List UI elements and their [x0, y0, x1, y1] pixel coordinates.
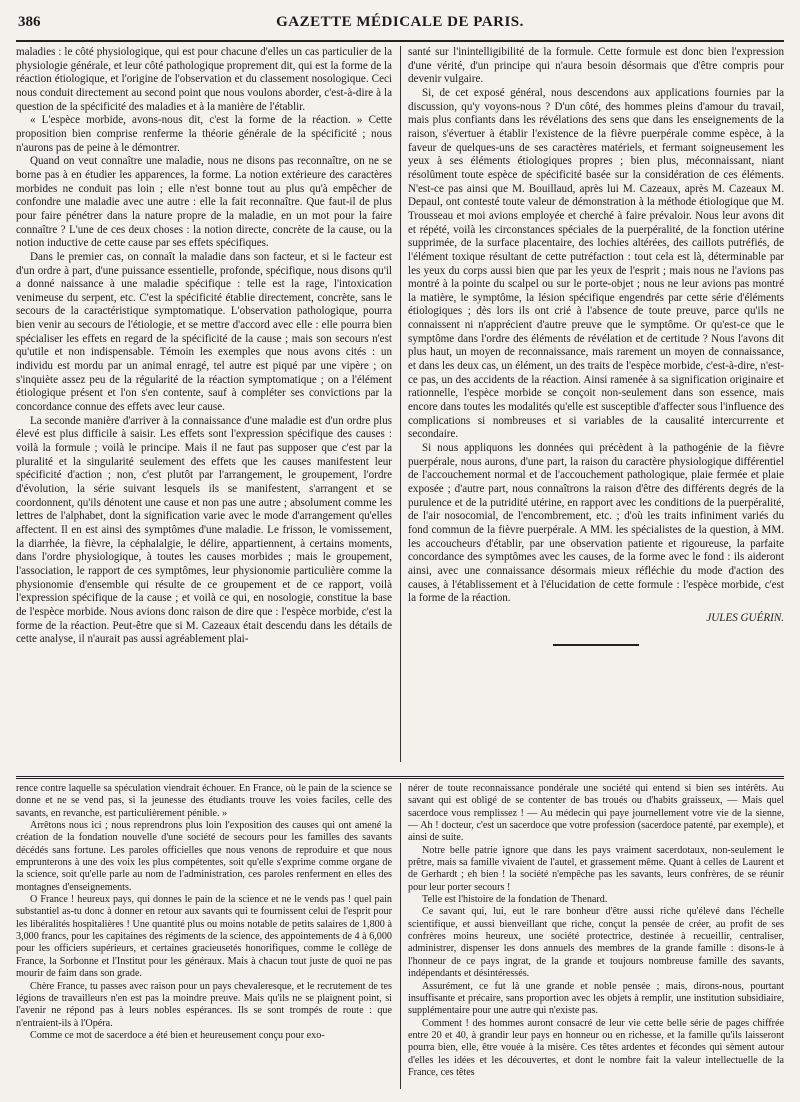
feuilleton	[16, 783, 784, 1089]
author-signature: JULES GUÉRIN.	[706, 611, 784, 624]
page-number: 386	[18, 14, 41, 30]
feuilleton-right-column	[408, 783, 784, 1089]
paragraph: maladies : le côté physiologique, qui est pour chacune d'elles un cas particulier de la physiologie générale, et leur côté pathologique proprement dit, qui est la forme de la réaction étiologique, et l'origine de l'observation et du classement nosologique. Ceci nous conduit directement au second point que nous voulons aborder, c'est-à-dire à la question de la spécificité des maladies et à la manière de l'établir.	[16, 46, 392, 113]
paragraph: Notre belle patrie ignore que dans les pays vraiment sacerdotaux, non-seulement le prêtre, mais sa famille vivaient de l'autel, et grassement même. Quant à celles de Laurent et de Gerhardt ; eh bien ! la société n'empêche pas les savants, leurs confrères, de se réunir pour leur porter secours !	[408, 844, 784, 893]
article-end-rule	[553, 644, 639, 646]
paragraph: Dans le premier cas, on connaît la maladie dans son facteur, et si le facteur est d'un ordre à part, d'une puissance essentielle, profonde, spécifique, nous disons qu'il a donné naissance à une maladie spécifique : telle est la rage, l'intoxication venimeuse du serpent, etc. C'est la spécificité établie directement, concrète, sans le secours de la caractéristique symptomatique. L'observation pathologique, pourra bien venir au secours de l'étiologie, et se mettre d'accord avec elle : elle pourra bien spécialiser les effets en regard de la spécificité de la cause ; mais son secours n'est qu'utile et non indispensable. Témoin les exemples que nous avons cités : un individu est mordu par un animal enragé, tel autre est piqué par une vipère ; on s'inquiète assez peu de la régularité de la réaction symptomatique ; on a l'élément étiologique présent et l'on s'en contente, sauf à compléter ses convictions par la concordance connue des effets avec leur cause.	[16, 250, 392, 414]
paragraph: Ce savant qui, lui, eut le rare bonheur d'être aussi riche qu'élevé dans l'échelle scientifique, et aussi bienveillant que riche, conçut la pensée de créer, au profit de ses confrères moins heureux, une société protectrice, destinée à recueillir, centraliser, administrer, dispenser les dons annuels des membres de la grande famille : disons-le à l'honneur de ce pays ingrat, de la grande et toujours nombreuse famille des savants, indépendants et désintéressés.	[408, 906, 784, 980]
paragraph: Chère France, tu passes avec raison pour un pays chevaleresque, et le recrutement de tes légions de travailleurs n'en est pas la moindre preuve. Mais qu'ils ne se plaignent point, si l'avenir ne répond pas à leurs nobles espérances. Ils se sont trompés de route : que n'entraient-ils à l'Opéra.	[16, 980, 392, 1029]
header-rule	[16, 40, 784, 42]
main-article-left-column	[16, 46, 392, 762]
paragraph: « L'espèce morbide, avons-nous dit, c'est la forme de la réaction. » Cette proposition bien comprise renferme la théorie générale de la spécificité ; nous n'aurons pas de peine à le démontrer.	[16, 114, 392, 154]
paragraph: Arrêtons nous ici ; nous reprendrons plus loin l'exposition des causes qui ont amené la création de la fondation nouvelle d'une société de secours pour les familles des savants décédés sans fortune. Les paroles officielles que nous venons de reproduire et que nous emprunterons à une des voix les plus compétentes, soit qu'elle s'exprime comme organe de la science, soit qu'elle parle au nom de l'administration, ces paroles renferment en elles des montagnes d'enseignements.	[16, 820, 392, 893]
paragraph: nérer de toute reconnaissance pondérale une société qui entend si bien ses intérêts. Au savant qui est obligé de se contenter de bas troués ou d'habits graisseux, — Mais quel sacerdoce vous remplissez ! — Au médecin qui paye journellement votre vie de la sienne, — Ah ! docteur, c'est un sacerdoce que votre profession (sacerdoce patenté, par exemple), et ainsi de suite.	[408, 783, 784, 844]
paragraph: Telle est l'histoire de la fondation de Thenard.	[422, 894, 608, 906]
column-divider	[400, 46, 401, 762]
paragraph: Si nous appliquons les données qui précèdent à la pathogénie de la fièvre puerpérale, nous aurons, d'une part, la raison du caractère physiologique différentiel de l'accouchement normal et de l'accouchement pathologique, plaie fermée et plaie exposée ; d'autre part, nous connaîtrons la raison d'être des différents degrés de la purulence et de la putridité utérine, en rapport avec les conditions de la puerpéralité, de l'air nosocomial, de l'encombrement, etc. ; d'où les traits infiniment variés du fond commun de la fièvre puerpérale. A MM. les spécialistes de la question, à MM. les accoucheurs d'établir, par une observation patiente et rigoureuse, la parfaite concordance des symptômes avec les causes, de la forme avec le fond : ils aideront ainsi, avec une connaissance désormais mieux réfléchie du mode d'action des causes, à l'établissement et à l'élucidation de cette formule : l'espèce morbide, c'est la forme de la réaction.	[408, 442, 784, 605]
paragraph: rence contre laquelle sa spéculation viendrait échouer. En France, où le pain de la science se donne et ne se vend pas, si la jeunesse des étudiants trouve les voies faciles, celle des savants, en revanche, est particulièrement pénible. »	[16, 783, 392, 819]
paragraph: Assurément, ce fut là une grande et noble pensée ; mais, dirons-nous, pourtant insuffisante et précaire, sans proportion avec les objets à remplir, une institution subsidiaire, supplémentaire pour une autre qui n'existe pas.	[408, 980, 784, 1017]
paragraph: La seconde manière d'arriver à la connaissance d'une maladie est d'un ordre plus élevé est plus difficile à saisir. Les effets sont l'expression spécifique des causes : voilà la formule ; voilà le principe. Mais il ne faut pas supposer que c'est par la pluralité et la singularité seulement des effets que les causes manifestent leur spécificité d'action ; non, c'est plutôt par l'arrangement, le groupement, l'ordre d'évolution, la série suivant lesquels ils se manifestent, s'arrangent et se coordonnent, qu'ils dénotent une cause et non pas une autre ; absolument comme les lettres de l'alphabet, dont la signification varie avec le mode d'arrangement qu'elles affectent. Il en est ainsi des symptômes d'une maladie. Le frisson, le vomissement, la diarrhée, la fièvre, la céphalalgie, le délire, appartiennent, à certains moments, dans l'ordre physiologique, à toutes les causes morbides ; mais le groupement, l'association, le rapport de ces symptômes, leur physionomie particulière comme la physionomie d'ensemble qui résulte de ce groupement et de ce rapport, voilà l'expression spécifique de la cause ; et voilà ce qui, en nosologie, constitue la base de l'espèce morbide. Nous avions donc raison de dire que : l'espèce morbide, c'est la forme de la réaction. Peut-être que si M. Cazeaux était descendu dans les détails de cette analyse, il n'aurait pas aussi agréablement plai-	[16, 414, 392, 646]
page-header	[16, 10, 784, 40]
main-article-right-column	[408, 46, 784, 762]
paragraph: Quand on veut connaître une maladie, nous ne disons pas reconnaître, on ne se borne pas à en étudier les apparences, la forme. La notion extérieure des caractères morbides ne conduit pas loin ; elle n'est bonne tout au plus qu'à empêcher de confondre une maladie avec une autre : elle la fait reconnaître. Que faut-il de plus pour faire pénétrer dans la nature propre de la maladie, en un mot pour la faire connaître ? L'une de ces deux choses : la notion directe, concrète de la cause, ou la notion inductive de cette cause par ses effets spécifiques.	[16, 155, 392, 250]
main-article	[16, 46, 784, 762]
feuilleton-left-column	[16, 783, 392, 1089]
paragraph: Si, de cet exposé général, nous descendons aux applications fournies par la discussion, qu'y voyons-nous ? D'un côté, des hommes pleins d'amour du travail, mais plus confiants dans les révélations des sens que dans les enseignements de la raison, s'évertuer à établir l'existence de la fièvre puerpérale comme espèce, à la faveur de quelques-uns de ses caractères matériels, et fermant soigneusement les yeux à ses éléments étiologiques propres ; bien plus, méconnaissant, niant résolûment toute espèce de spécificité basée sur la considération de ces éléments. N'est-ce pas ainsi que M. Bouillaud, après lui M. Cazeaux, après M. Cazeaux M. Depaul, ont contesté toute valeur de démonstration à la méthode étiologique que M. Trousseau et moi avions employée et cherché à faire prévaloir. Nous leur avons dit et répété, voilà les circonstances spéciales de la puerpéralité, de la fonction utérine supprimée, de la surface placentaire, des lochies altérées, des caillots putréfiés, de l'élément toxique résultant de cette putréfaction : tout cela est là, déterminable par les yeux du corps aussi bien que par les yeux de l'esprit ; mais nous ne l'avions pas montré à la pointe du scalpel ou sur le porte-objet ; nous ne leur avions pas montré la matière, le symptôme, la lésion spécifique engendrés par cette série d'éléments étiologiques ; dès lors ils ont crié à l'absence de toute preuve, parce qu'ils ne connaissent ni n'apprécient d'autre preuve que le symptôme. Or qu'est-ce que le symptôme dans l'ordre des éléments de révélation et de certitude ? Nous l'avons dit plus haut, un moyen de reconnaissance, mais rarement un moyen de connaissance, et dans les deux cas, un élément, un des traits de l'espèce morbide, c'est-à-dire, n'est-ce pas, un des accidents de la réaction. Ainsi ramenée à sa signification originaire et rationnelle, l'espèce morbide se conçoit non-seulement dans son essence, mais encore dans toutes les modalités qu'elle est susceptible d'affecter sous l'influence des complications si nombreuses et si variables de la causalité intercurrente et secondaire.	[408, 86, 784, 441]
feuilleton-separator	[16, 776, 784, 779]
journal-title: GAZETTE MÉDICALE DE PARIS.	[276, 14, 524, 30]
paragraph: Comment ! des hommes auront consacré de leur vie cette belle série de pages chiffrée entre 20 et 40, à grandir leur pays en honneur ou en richesse, et la famille qu'ils laisseront pourra bien, elle, être vouée à la misère. Ces têtes ardentes et fécondes qui sèment autour d'elles les idées et les découvertes, et dont le nombre fait la valeur intellectuelle de la France, ces têtes	[408, 1017, 784, 1078]
column-divider	[400, 783, 401, 1089]
paragraph: Comme ce mot de sacerdoce a été bien et heureusement conçu pour exo-	[30, 1029, 325, 1041]
paragraph: O France ! heureux pays, qui donnes le pain de la science et ne le vends pas ! quel pain substantiel as-tu donc à donner en retour aux savants qui te fournissent celui de l'esprit pour les libéralités hospitalières ! Une quantité plus ou moins notable de petits salaires de 1,800 à 3,000 francs, pour les capitaines des régiments de la science, des appointements de 4 à 6,000 pour les officiers supérieurs, et certaines gracieusetés honorifiques, comme le collège de France, la Sorbonne et l'Institut pour les généraux. Mais à chacun tout juste de quoi ne pas mourir de faim dans son grade.	[16, 894, 392, 980]
paragraph: santé sur l'inintelligibilité de la formule. Cette formule est donc bien l'expression d'une vérité, d'un principe qui n'aura besoin désormais que d'être compris pour devenir vulgaire.	[408, 46, 784, 86]
